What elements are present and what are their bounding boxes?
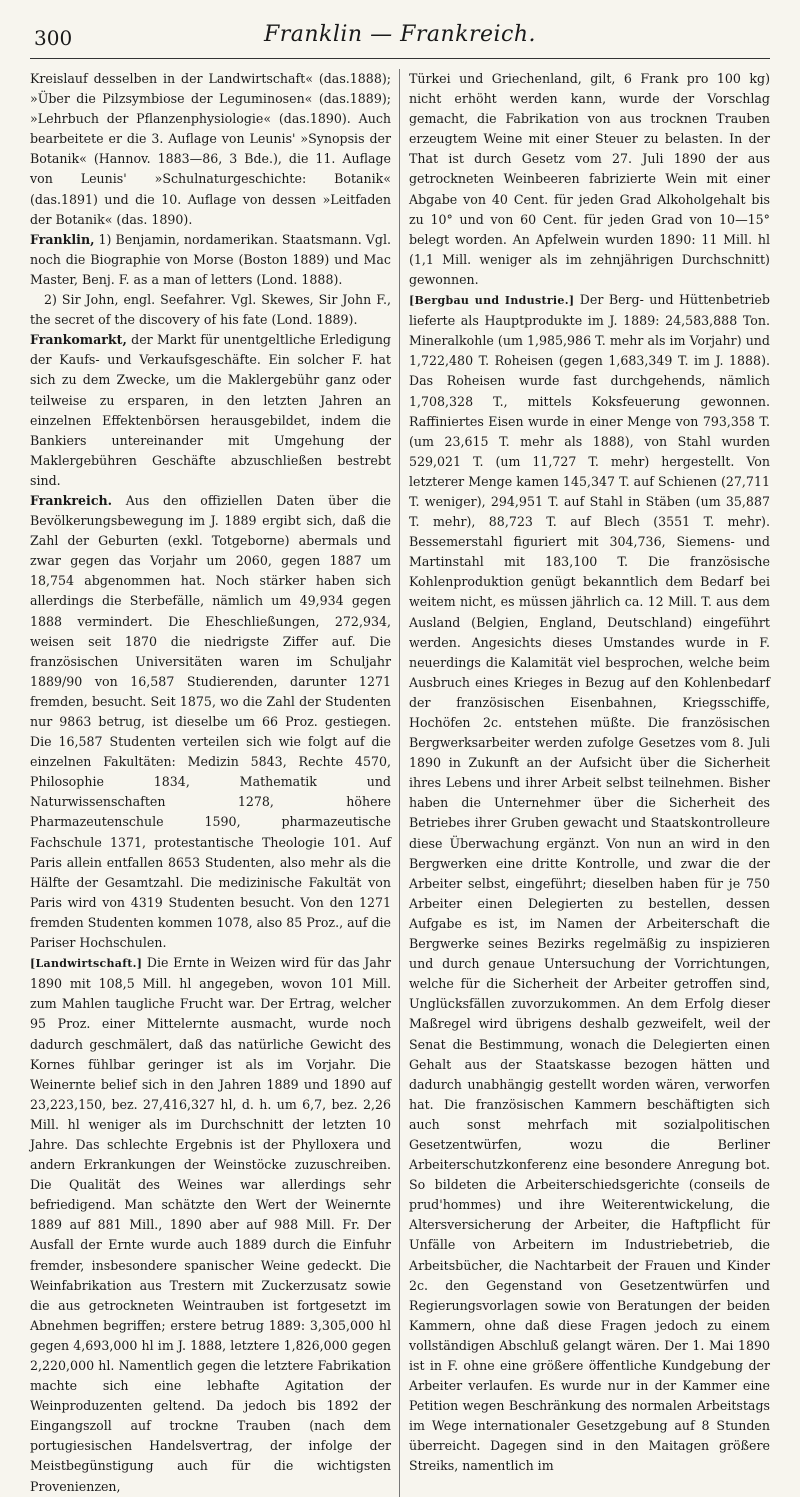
- entry-franklin-benjamin: [30, 230, 391, 290]
- running-head: Franklin — Frankreich.: [263, 22, 537, 47]
- entry-text: 1) Benjamin, nordamerikan. Staatsmann. Vgl. noch die Biographie von Morse (Boston 1889) und Mac Master, Benj. F. as a man of letters (Lond. 1888).: [30, 231, 391, 287]
- section-landwirtschaft: [30, 953, 391, 1497]
- section-bergbau-industrie: [409, 290, 770, 1477]
- page-number: 300: [34, 26, 73, 50]
- section-heading: [Bergbau und Industrie.]: [408, 294, 575, 308]
- page-header: [30, 18, 770, 59]
- left-column: [30, 69, 391, 1497]
- entry-headword: Frankreich.: [30, 492, 113, 508]
- column-divider: [399, 69, 400, 1497]
- entry-frankreich: [30, 491, 391, 953]
- entry-text: der Markt für unentgeltliche Erledigung der Kaufs- und Verkaufsgeschäfte. Ein solcher F. hat sich zu dem Zwecke, um die Maklergebühr ganz oder teilweise zu ersparen, in den letzten Jahren an einzelnen Effektenbörsen herausgebildet, indem die Bankiers untereinander mit Umgehung der Maklergebühren Geschäfte abzuschließen bestrebt sind.: [30, 332, 391, 488]
- entry-text: Aus den offiziellen Daten über die Bevölkerungsbewegung im J. 1889 ergibt sich, daß die Zahl der Geburten (exkl. Totgeborne) abermals und zwar gegen das Vorjahr um 2060, gegen 1887 um 18,754 abgenommen hat. Noch stärker haben sich allerdings die Sterbefälle, nämlich um 49,934 gegen 1888 vermindert. Die Eheschließungen, 272,934, weisen seit 1870 die niedrigste Ziffer auf. Die französischen Universitäten waren im Schuljahr 1889/90 von 16,587 Studierenden, darunter 1271 fremden, besucht. Seit 1875, wo die Zahl der Studenten nur 9863 betrug, ist dieselbe um 66 Proz. gestiegen. Die 16,587 Studenten verteilen sich wie folgt auf die einzelnen Fakultäten: Medizin 5843, Rechte 4570, Philosophie 1834, Mathematik und Naturwissenschaften 1278, höhere Pharmazeutenschule 1590, pharmazeutische Fachschule 1371, protestantische Theologie 101. Auf Paris allein entfallen 8653 Studenten, also mehr als die Hälfte der Gesamtzahl. Die medizinische Fakultät von Paris wird von 4319 Studenten besucht. Von den 1271 fremden Studenten kommen 1078, also 85 Proz., auf die Pariser Hochschulen.: [30, 492, 391, 951]
- entry-headword: Franklin,: [30, 231, 95, 247]
- text-columns: [30, 69, 770, 1497]
- right-column: [409, 69, 770, 1497]
- section-text: Der Berg- und Hüttenbetrieb lieferte als Hauptprodukte im J. 1889: 24,583,888 Ton. Mineralkohle (um 1,985,986 T. mehr als im Vorjahr) und 1,722,480 T. Roheisen (gegen 1,683,349 T. im J. 1888). Das Roheisen wurde fast durchgehends, nämlich 1,708,328 T., mittels Koksfeuerung gewonnen. Raffiniertes Eisen wurde in einer Menge von 793,358 T. (um 23,615 T. mehr als 1888), von Stahl wurden 529,021 T. (um 11,727 T. mehr) hergestellt. Von letzterer Menge kamen 145,347 T. auf Schienen (27,711 T. weniger), 294,951 T. auf Stahl in Stäben (um 35,887 T. mehr), 88,723 T. auf Blech (3551 T. mehr). Bessemerstahl figuriert mit 304,736, Siemens- und Martinstahl mit 183,100 T. Die französische Kohlenproduktion genügt bekanntlich dem Bedarf bei weitem nicht, es müssen jährlich ca. 12 Mill. T. aus dem Ausland (Belgien, England, Deutschland) eingeführt werden. Angesichts dieses Umstandes wurde in F. neuerdings die Kalamität viel besprochen, welche beim Ausbruch eines Krieges in Bezug auf den Kohlenbedarf der französischen Eisenbahnen, Kriegsschiffe, Hochöfen 2c. entstehen müßte. Die französischen Bergwerksarbeiter werden zufolge Gesetzes vom 8. Juli 1890 in Zukunft an der Aufsicht über die Sicherheit ihres Lebens und ihrer Arbeit selbst teilnehmen. Bisher haben die Unternehmer über die Sicherheit des Betriebes ihrer Gruben gewacht und Staatskontrolleure diese Überwachung ergänzt. Von nun an wird in den Bergwerken eine dritte Kontrolle, und zwar die der Arbeiter selbst, eingeführt; dieselben haben für je 750 Arbeiter einen Delegierten zu bestellen, dessen Aufgabe es ist, im Namen der Arbeiterschaft die Bergwerke seines Bezirks regelmäßig zu inspizieren und durch genaue Untersuchung der Vorrichtungen, welche für die Sicherheit der Arbeiter getroffen sind, Unglücksfällen zuvorzukommen. An dem Erfolg dieser Maßregel wird übrigens deshalb gezweifelt, weil der Senat die Bestimmung, wonach die Delegierten einen Gehalt aus der Staatskasse bezogen hätten und dadurch unabhängig gestellt worden wären, verworfen hat. Die französischen Kammern beschäftigten sich auch sonst mehrfach mit sozialpolitischen Gesetzentwürfen, wozu die Berliner Arbeiterschutzkonferenz eine besondere Anregung bot. So bildeten die Arbeiterschiedsgerichte (conseils de prud'hommes) und ihre Weiterentwickelung, die Altersversicherung der Arbeiter, die Haftpflicht für Unfälle von Arbeitern im Industriebetrieb, die Arbeitsbücher, die Nachtarbeit der Frauen und Kinder 2c. den Gegenstand von Gesetzentwürfen und Regierungsvorlagen sowie von Beratungen der beiden Kammern, ohne daß diese Fragen jedoch zu einem vollständigen Abschluß gelangt wären. Der 1. Mai 1890 ist in F. ohne eine größere öffentliche Kundgebung der Arbeiter verlaufen. Es wurde nur in der Kammer eine Petition wegen Beschränkung des normalen Arbeitstags im Wege internationaler Gesetzgebung auf 8 Stunden überreicht. Dagegen sind in den Maitagen größere Streiks, namentlich im: [408, 292, 770, 1474]
- entry-frankomarkt: [30, 330, 391, 491]
- entry-franklin-john: 2) Sir John, engl. Seefahrer. Vgl. Skewes, Sir John F., the secret of the discovery of his fate (Lond. 1889).: [30, 292, 391, 328]
- section-heading: [Landwirtschaft.]: [30, 957, 143, 971]
- section-text: Die Ernte in Weizen wird für das Jahr 1890 mit 108,5 Mill. hl angegeben, wovon 101 Mill. zum Mahlen taugliche Frucht war. Der Ertrag, welcher 95 Proz. einer Mittelernte ausmacht, wurde noch dadurch geschmälert, daß das natürliche Gewicht des Kornes fühlbar geringer ist als im Vorjahr. Die Weinernte belief sich in den Jahren 1889 und 1890 auf 23,223,150, bez. 27,416,327 hl, d. h. um 6,7, bez. 2,26 Mill. hl weniger als im Durchschnitt der letzten 10 Jahre. Das schlechte Ergebnis ist der Phylloxera und andern Erkrankungen der Weinstöcke zuzuschreiben. Die Qualität des Weines war allerdings sehr befriedigend. Man schätzte den Wert der Weinernte 1889 auf 881 Mill., 1890 aber auf 988 Mill. Fr. Der Ausfall der Ernte wurde auch 1889 durch die Einfuhr fremder, insbesondere spanischer Weine gedeckt. Die Weinfabrikation aus Trestern mit Zuckerzusatz sowie die aus getrockneten Weintrauben ist fortgesetzt im Abnehmen begriffen; erstere betrug 1889: 3,305,000 hl gegen 4,693,000 hl im J. 1888, letztere 1,826,000 gegen 2,220,000 hl. Namentlich gegen die letztere Fabrikation machte sich eine lebhafte Agitation der Weinproduzenten geltend. Da jedoch bis 1892 der Eingangszoll auf trockne Trauben (nach dem portugiesischen Handelsvertrag, der infolge der Meistbegünstigung auch für die wichtigsten Provenienzen,: [30, 955, 391, 1494]
- paragraph-leguminosen: Kreislauf desselben in der Landwirtschaft« (das.1888); »Über die Pilzsymbiose der Leguminosen« (das.1889); »Lehrbuch der Pflanzenphysiologie« (das.1890). Auch bearbeitete er die 3. Auflage von Leunis' »Synopsis der Botanik« (Hannov. 1883—86, 3 Bde.), die 11. Auflage von Leunis' »Schulnaturgeschichte: Botanik« (das.1891) und die 10. Auflage von dessen »Leitfaden der Botanik« (das. 1890).: [30, 71, 391, 227]
- entry-headword: Frankomarkt,: [30, 332, 127, 348]
- paragraph-weinsteuer: Türkei und Griechenland, gilt, 6 Frank pro 100 kg) nicht erhöht werden kann, wurde der Vorschlag gemacht, die Fabrikation von aus trocknen Trauben erzeugtem Weine mit einer Steuer zu belasten. In der That ist durch Gesetz vom 27. Juli 1890 der aus getrockneten Weinbeeren fabrizierte Wein mit einer Abgabe von 40 Cent. für jeden Grad Alkoholgehalt bis zu 10° und von 60 Cent. für jeden Grad von 10—15° belegt worden. An Apfelwein wurden 1890: 11 Mill. hl (1,1 Mill. weniger als im zehnjährigen Durchschnitt) gewonnen.: [408, 71, 770, 287]
